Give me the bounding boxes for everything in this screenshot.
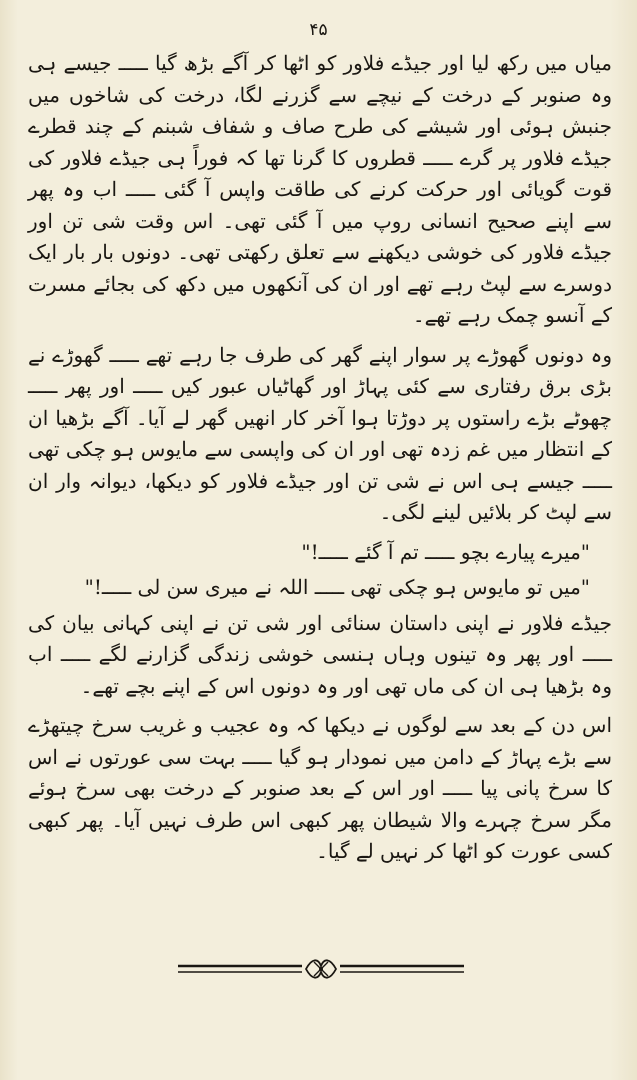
page-text [28,48,612,868]
paragraph: وہ دونوں گھوڑے پر سوار اپنے گھر کی طرف جا رہے تھے ـــــ گھوڑے نے بڑی برق رفتاری سے کئی پہاڑ اور گھاٹیاں عبور کیں ـــــ اور پھر ـــــ چھوٹے بڑے راستوں پر دوڑتا ہوا آخر کار انھیں گھر لے آیا۔ آگے بڑھیا ان کے انتظار میں غم زدہ تھی اور ان کی واپسی سے مایوس ہو چکی تھی ـــــ جیسے ہی اس نے شی تن اور جیڈے فلاور کو دیکھا، دیوانہ وار ان سے لپٹ کر بلائیں لینے لگی۔ [28,342,612,524]
dialogue-line: "میں تو مایوس ہو چکی تھی ـــــ اللہ نے میری سن لی ـــــ!" [84,575,590,599]
dialogue-line: "میرے پیارے بچو ـــــ تم آ گئے ـــــ!" [301,539,590,564]
page-number: ۴۵ [309,20,328,40]
paragraph: میاں میں رکھ لیا اور جیڈے فلاور کو اٹھا کر آگے بڑھ گیا ـــــ جیسے ہی وہ صنوبر کے درخت کے نیچے سے گزرنے لگا، درخت کی شاخوں میں جنبش ہوئی اور شیشے کی طرح صاف و شفاف شبنم کے چند قطرے جیڈے فلاور پر گرے ـــــ قطروں کا گرنا تھا کہ فوراً ہی جیڈے فلاور کی قوت گویائی اور حرکت کرنے کی طاقت واپس آ گئی ـــــ اب وہ پھر سے اپنے صحیح انسانی روپ میں آ گئی تھی۔ اس وقت شی تن اور جیڈے فلاور کی خوشی دیکھنے سے تعلق رکھتی تھی۔ دونوں بار بار ایک دوسرے سے لپٹ رہے تھے اور ان کی آنکھوں میں دکھ کی بجائے مسرت کے آنسو چمک رہے تھے۔ [28,51,612,327]
chapter-end-ornament [176,952,466,986]
paragraph: جیڈے فلاور نے اپنی داستان سنائی اور شی تن نے اپنی کہانی بیان کی ـــــ اور پھر وہ تینوں وہاں ہنسی خوشی زندگی گزارنے لگے ـــــ اب وہ بڑھیا ہی ان کی ماں تھی اور وہ دونوں اس کے اپنے بچے تھے۔ [28,610,612,698]
paragraph: اس دن کے بعد سے لوگوں نے دیکھا کہ وہ عجیب و غریب سرخ چیتھڑے سے بڑے پہاڑ کے دامن میں نمودار ہو گیا ـــــ بہت سی عورتوں نے اس کا سرخ پانی پیا ـــــ اور اس کے بعد صنوبر کے درخت بھی سرخ ہوئے مگر سرخ چہرے والا شیطان پھر کبھی اس طرف نہیں آیا۔ پھر کبھی کسی عورت کو اٹھا کر نہیں لے گیا۔ [28,713,612,863]
